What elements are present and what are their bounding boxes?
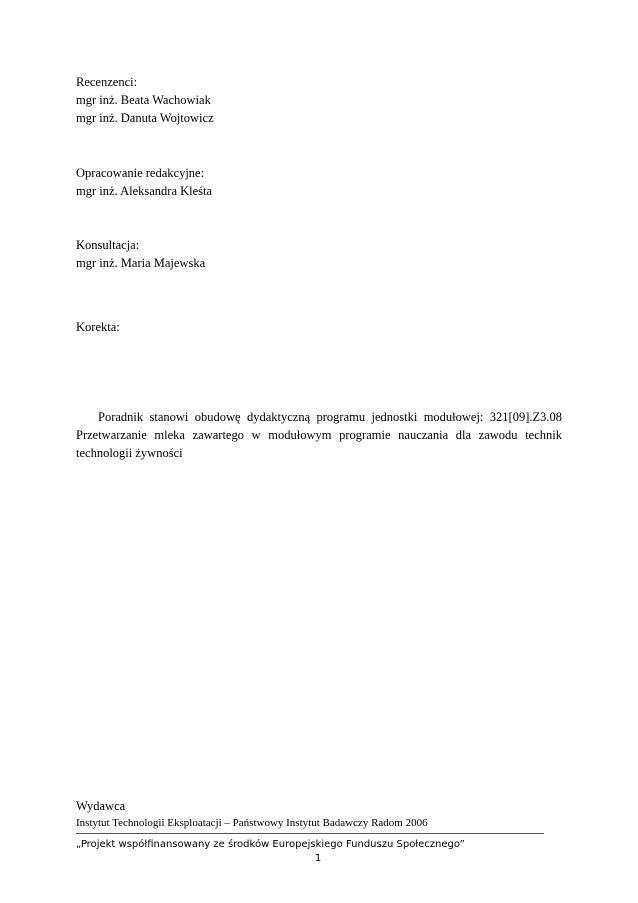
footer-divider [76,833,544,834]
publisher-label: Wydawca [76,799,126,813]
consultation-section [76,236,566,272]
publisher-section [76,797,566,831]
page-number: 1 [314,853,322,864]
reviewer-name: mgr inż. Danuta Wojtowicz [76,111,214,125]
publisher-name: Instytut Technologii Eksploatacji – Państwowy Instytut Badawczy Radom 2006 [76,817,428,829]
editorial-label: Opracowanie redakcyjne: [76,166,205,180]
correction-section [76,318,566,336]
editor-name: mgr inż. Aleksandra Kleśta [76,184,213,198]
footer-project-note: „Projekt współfinansowany ze środków Europejskiego Funduszu Społecznego” [76,839,465,850]
description-paragraph: Poradnik stanowi obudowę dydaktyczną programu jednostki modułowej: 321[09].Z3.08 Przetwarzanie mleka zawartego w modułowym programie nauczania dla zawodu technik technologii żywności [76,410,562,460]
reviewer-name: mgr inż. Beata Wachowiak [76,93,211,107]
correction-label: Korekta: [76,320,120,334]
editorial-section [76,164,566,200]
consultant-name: mgr inż. Maria Majewska [76,256,206,270]
reviewers-section [76,73,566,127]
reviewers-label: Recenzenci: [76,75,138,89]
consultation-label: Konsultacja: [76,238,140,252]
